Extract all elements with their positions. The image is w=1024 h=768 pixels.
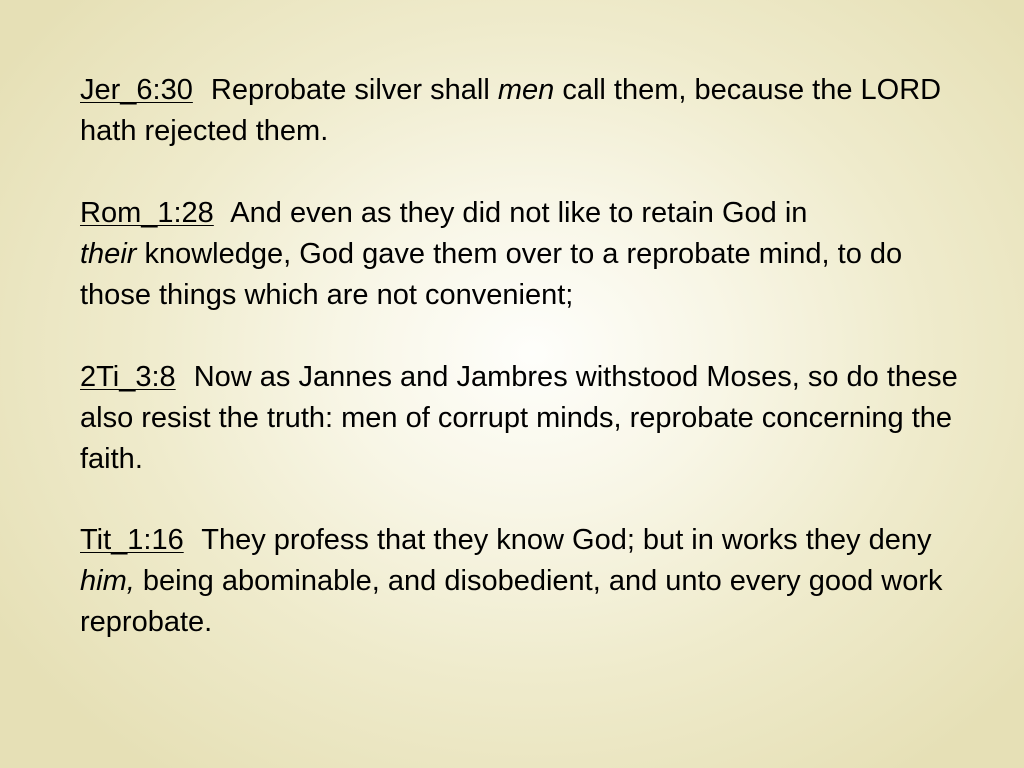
verse-text: Now as Jannes and Jambres withstood Moses, so do these also resist the truth: men of corrupt minds, reprobate concerning the faith. bbox=[80, 361, 958, 475]
verse-2ti-3-8 bbox=[80, 357, 960, 480]
verse-reference-link[interactable]: 2Ti_3:8 bbox=[80, 361, 176, 393]
verse-reference-link[interactable]: Jer_6:30 bbox=[80, 74, 193, 106]
verse-text: Reprobate silver shall bbox=[210, 74, 498, 106]
verse-text: being abominable, and disobedient, and unto every good work reprobate. bbox=[80, 565, 943, 638]
verse-text-italic: their bbox=[80, 238, 137, 270]
verse-reference-link[interactable]: Tit_1:16 bbox=[80, 524, 184, 556]
verse-reference-link[interactable]: Rom_1:28 bbox=[80, 197, 214, 229]
verse-text: They profess that they know God; but in works they deny bbox=[201, 524, 932, 556]
verse-tit-1-16 bbox=[80, 520, 960, 643]
verse-rom-1-28 bbox=[80, 193, 960, 316]
verse-text-italic: him, bbox=[80, 565, 135, 597]
verse-text: And even as they did not like to retain God in bbox=[230, 197, 808, 229]
verse-text-italic: men bbox=[497, 74, 555, 106]
verse-text: knowledge, God gave them over to a reprobate mind, to do those things which are not convenient; bbox=[80, 238, 903, 311]
verse-jer-6-30 bbox=[80, 70, 960, 152]
verse-text: call them, because the LORD hath rejected them. bbox=[80, 74, 942, 147]
